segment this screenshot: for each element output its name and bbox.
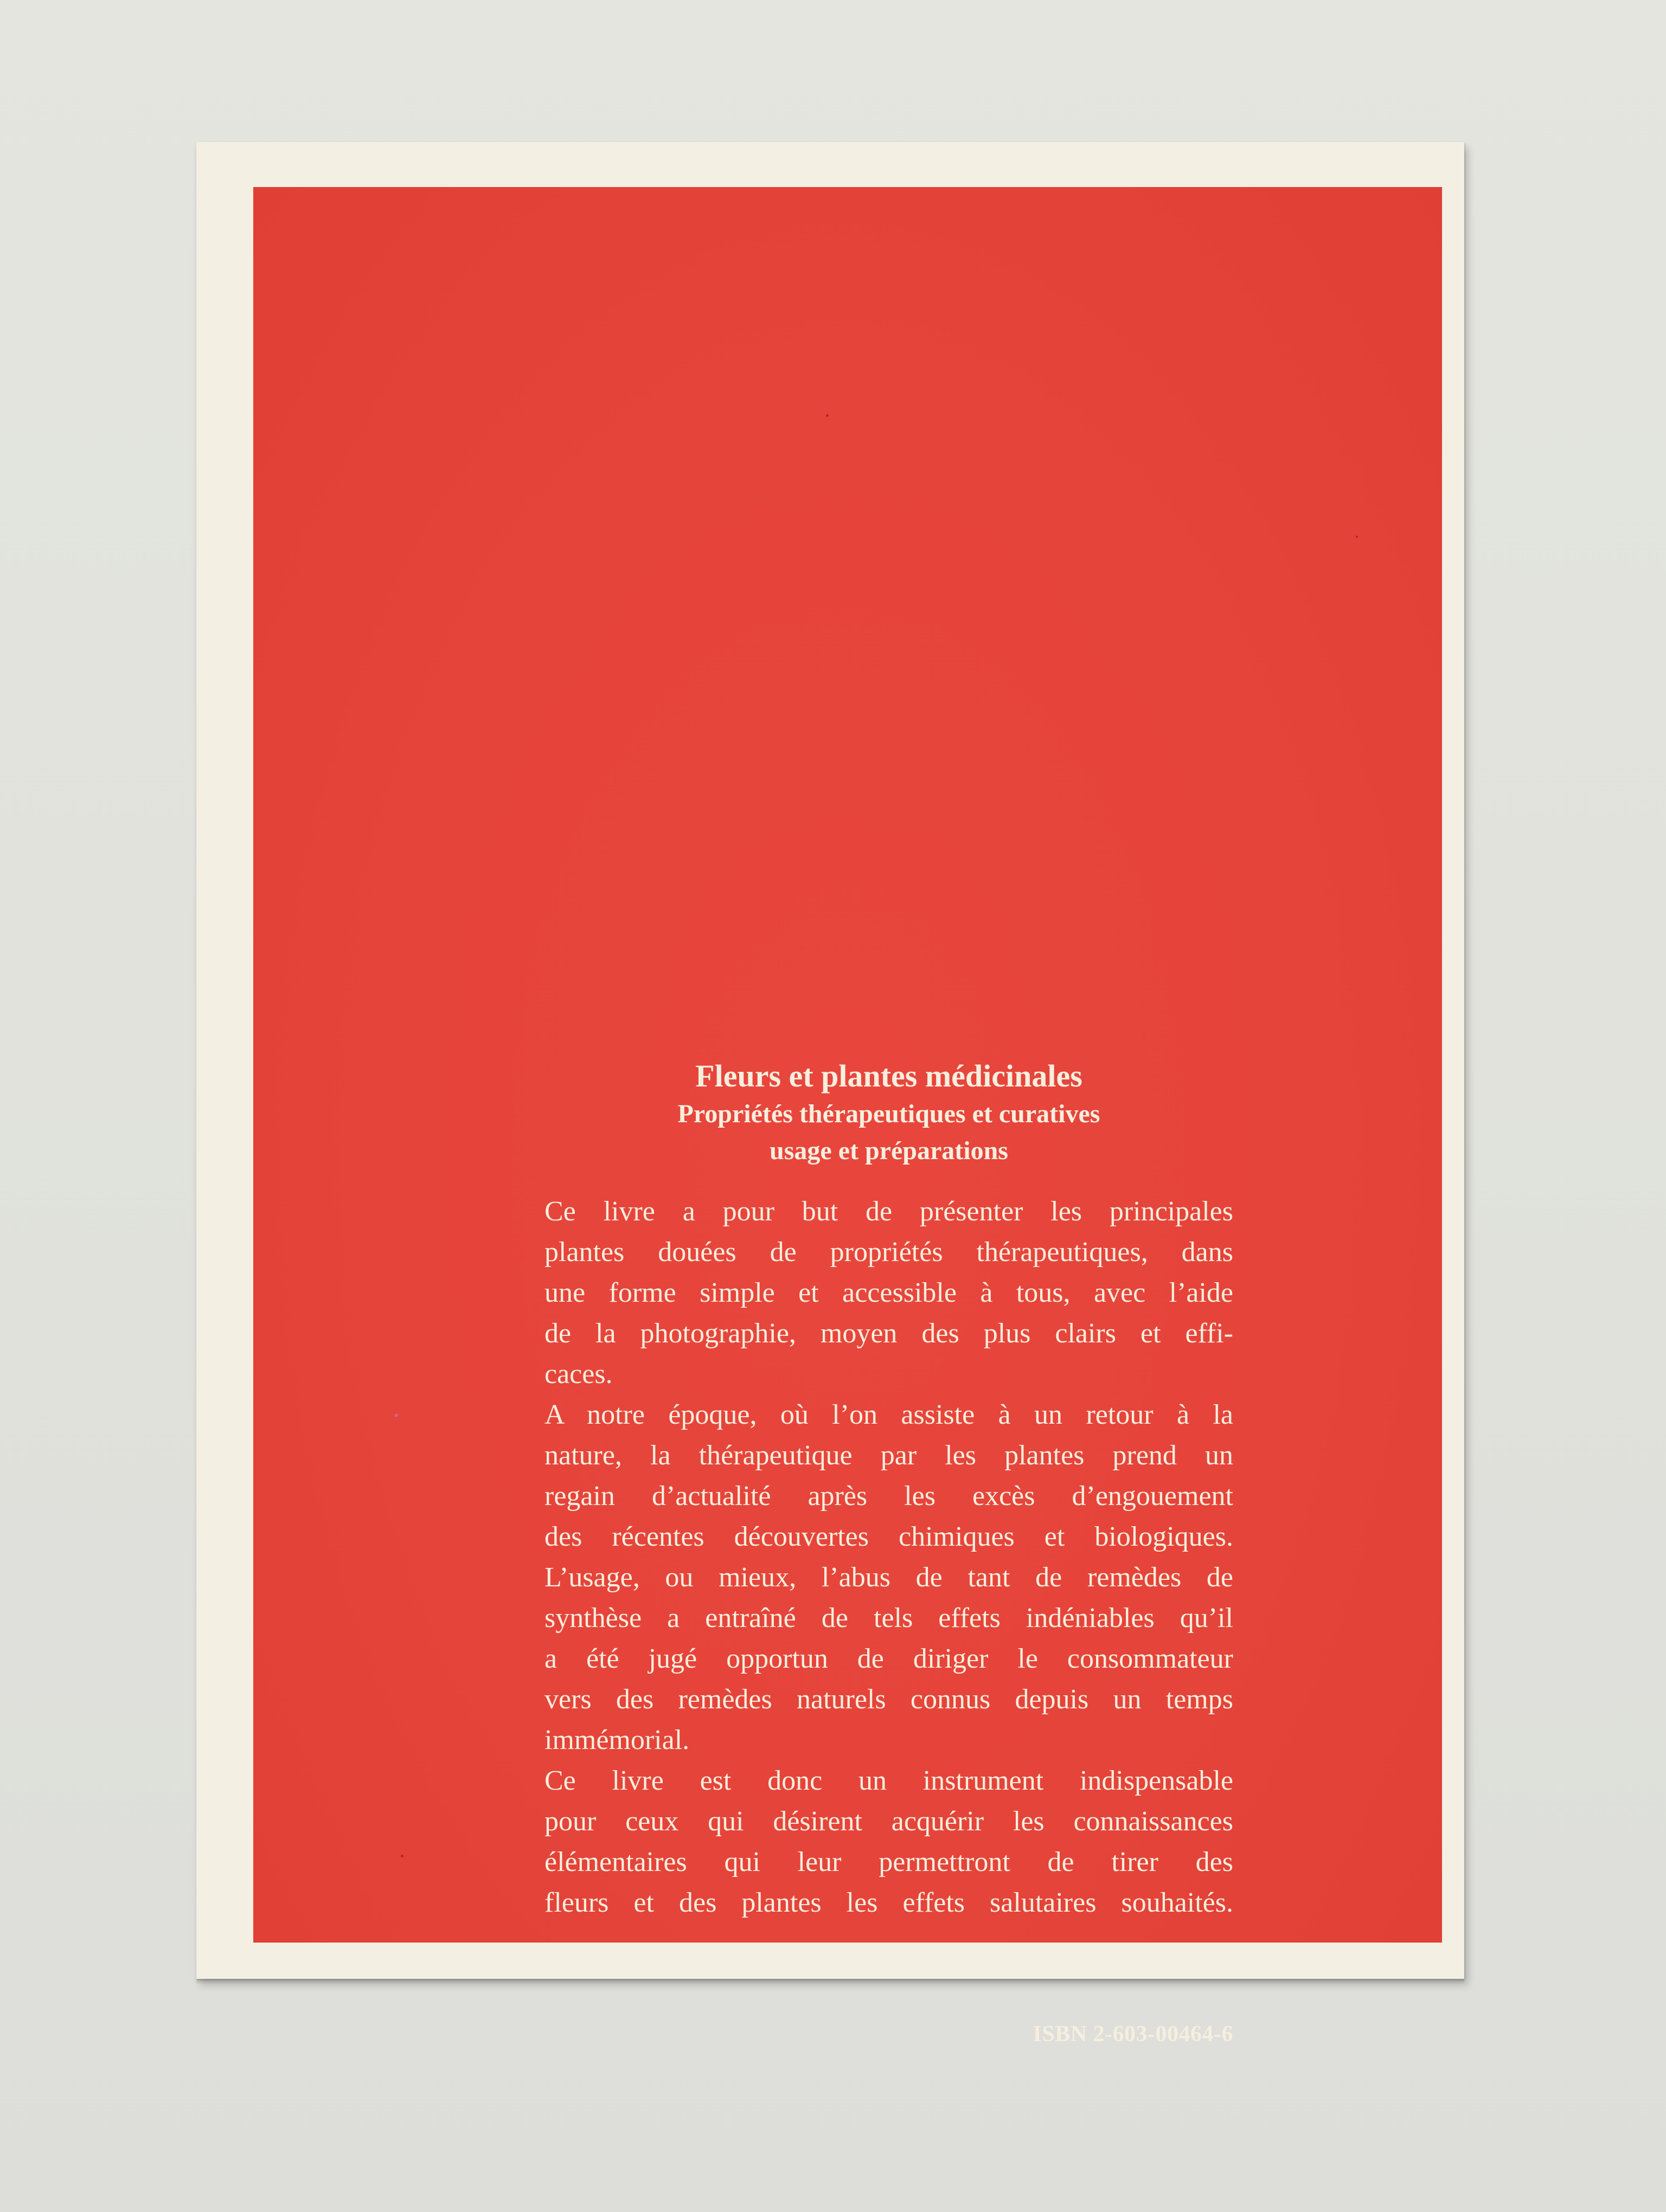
book-title: Fleurs et plantes médicinales [695, 1058, 1082, 1094]
blurb-paragraph-2 [544, 1394, 1233, 1760]
blurb-line: immémorial. [544, 1725, 690, 1756]
blurb-paragraph-1 [544, 1191, 1233, 1394]
blurb-line: Ce livre est donc un instrument indispensable [544, 1765, 1233, 1796]
blurb-paragraph-3 [544, 1760, 1233, 1923]
blurb-line: nature, la thérapeutique par les plantes prend un [544, 1440, 1233, 1471]
blurb-line: regain d’actualité après les excès d’engouement [544, 1481, 1233, 1512]
blurb-line: synthèse a entraîné de tels effets indéniables qu’il [544, 1603, 1233, 1634]
blurb [544, 1191, 1233, 1923]
blurb-line: caces. [544, 1359, 613, 1390]
book-subtitle-line-1: Propriétés thérapeutiques et curatives [677, 1099, 1100, 1128]
blurb-line: une forme simple et accessible à tous, avec l’aide [544, 1277, 1233, 1308]
blurb-line: fleurs et des plantes les effets salutaires souhaités. [544, 1887, 1233, 1918]
blurb-line: plantes douées de propriétés thérapeutiques, dans [544, 1237, 1233, 1268]
blurb-line: vers des remèdes naturels connus depuis un temps [544, 1684, 1233, 1715]
blurb-line: Ce livre a pour but de présenter les principales [544, 1196, 1233, 1227]
book-back-cover [196, 142, 1464, 2047]
blurb-line: élémentaires qui leur permettront de tirer des [544, 1847, 1233, 1877]
blurb-line: pour ceux qui désirent acquérir les connaissances [544, 1806, 1233, 1837]
blurb-line: des récentes découvertes chimiques et biologiques. [544, 1521, 1233, 1552]
print-speck [1356, 536, 1358, 538]
isbn-number: ISBN 2-603-00464-6 [1033, 2022, 1233, 2047]
print-speck [401, 1855, 403, 1857]
back-cover-text [544, 1057, 1233, 2047]
print-speck [394, 1413, 398, 1417]
book-subtitle-line-2: usage et préparations [770, 1136, 1008, 1165]
blurb-line: L’usage, ou mieux, l’abus de tant de remèdes de [544, 1562, 1233, 1593]
print-speck [826, 414, 829, 417]
blurb-line: a été jugé opportun de diriger le consommateur [544, 1643, 1233, 1674]
red-cover-panel [253, 187, 1442, 2047]
blurb-line: de la photographie, moyen des plus clairs et effi- [544, 1318, 1233, 1349]
blurb-line: A notre époque, où l’on assiste à un retour à la [544, 1399, 1233, 1430]
